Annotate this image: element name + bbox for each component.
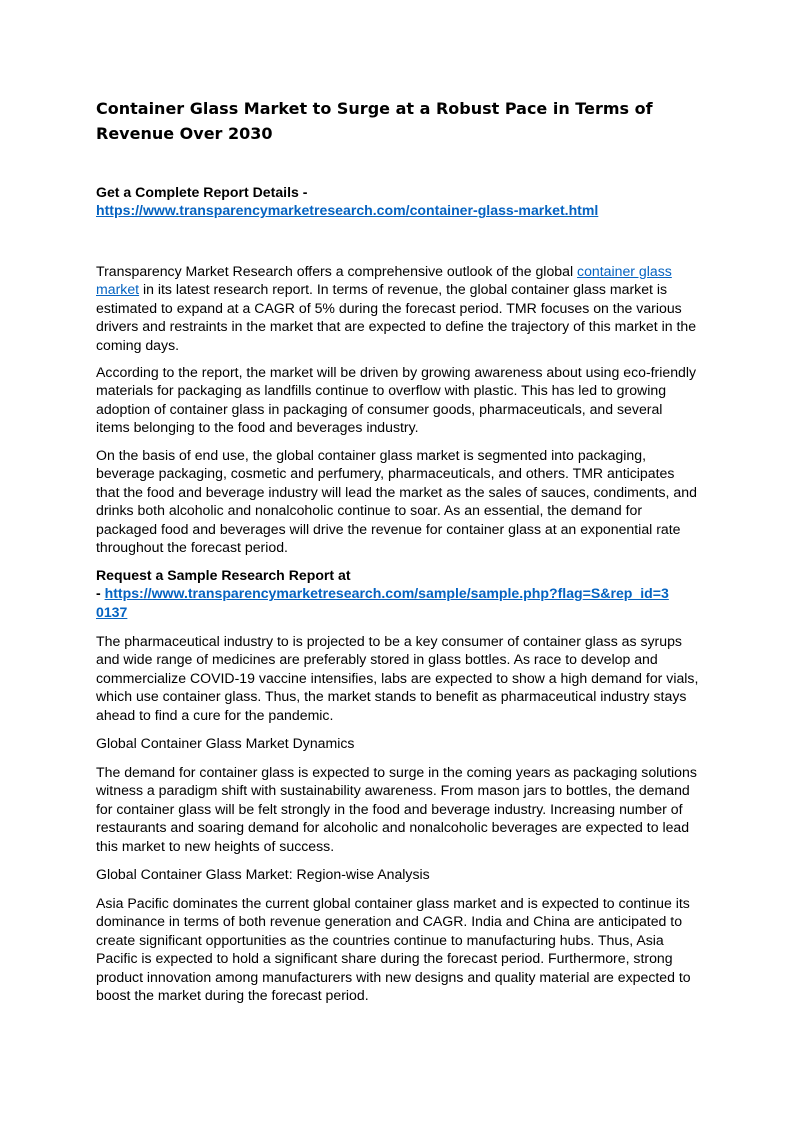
intro-paragraph	[96, 262, 700, 354]
sample-request-label: Request a Sample Research Report at	[96, 567, 351, 583]
pharma-paragraph: The pharmaceutical industry to is projected to be a key consumer of container glass as syrups and wide range of medicines are preferably stored in glass bottles. As race to develop and commercialize COVID-19 vaccine intensifies, labs are expected to show a high demand for vials, which use container glass. Thus, the market stands to benefit as pharmaceutical industry stays ahead to find a cure for the pandemic.	[96, 633, 699, 723]
intro-text-before: Transparency Market Research offers a comprehensive outlook of the global	[96, 263, 578, 279]
sample-request-prefix: -	[96, 585, 105, 602]
region-paragraph: Asia Pacific dominates the current global container glass market and is expected to continue its dominance in terms of both revenue generation and CAGR. India and China are anticipated to create significant opportunities as the countries continue to manufacturing hubs. Thus, Asia Pacific is expected to hold a significant share during the forecast period. Furthermore, strong product innovation among manufacturers with new designs and quality material are expected to boost the market during the forecast period.	[96, 895, 691, 1004]
sample-request-block	[96, 566, 700, 621]
report-details-block	[96, 183, 700, 220]
end-use-paragraph: On the basis of end use, the global container glass market is segmented into packaging, beverage packaging, cosmetic and perfumery, pharmaceuticals, and others. TMR anticipates that the food and beverage industry will lead the market as the sales of sauces, condiments, and drinks both alcoholic and nonalcoholic continue to soar. As an essential, the demand for packaged food and beverages will drive the revenue for container glass at an exponential rate throughout the forecast period.	[96, 447, 697, 556]
intro-text-after: in its latest research report. In terms of revenue, the global container glass market is estimated to expand at a CAGR of 5% during the forecast period. TMR focuses on the various drivers and restraints in the market that are expected to define the trajectory of this market in the coming days.	[96, 281, 697, 353]
container-glass-market-link[interactable]: container glass market	[96, 263, 672, 298]
sample-request-link-continued[interactable]: 0137	[96, 603, 128, 620]
region-heading: Global Container Glass Market: Region-wise Analysis	[96, 866, 430, 882]
sample-request-url-line	[96, 584, 700, 602]
page-title: Container Glass Market to Surge at a Robust Pace in Terms of Revenue Over 2030	[96, 99, 653, 143]
sample-request-url-line-2	[96, 603, 700, 621]
report-details-label: Get a Complete Report Details -	[96, 184, 308, 200]
sample-request-link[interactable]: https://www.transparencymarketresearch.com/sample/sample.php?flag=S&rep_id=3	[104, 585, 669, 602]
report-details-link[interactable]: https://www.transparencymarketresearch.com/container-glass-market.html	[96, 202, 599, 219]
report-paragraph: According to the report, the market will be driven by growing awareness about using eco-friendly materials for packaging as landfills continue to overflow with plastic. This has led to growing adoption of container glass in packaging of consumer goods, pharmaceuticals, and several items belonging to the food and beverages industry.	[96, 364, 697, 436]
dynamics-heading: Global Container Glass Market Dynamics	[96, 735, 355, 751]
dynamics-paragraph: The demand for container glass is expected to surge in the coming years as packaging solutions witness a paradigm shift with sustainability awareness. From mason jars to bottles, the demand for container glass will be felt strongly in the food and beverage industry. Increasing number of restaurants and soaring demand for alcoholic and nonalcoholic beverages are expected to lead this market to new heights of success.	[96, 764, 697, 854]
